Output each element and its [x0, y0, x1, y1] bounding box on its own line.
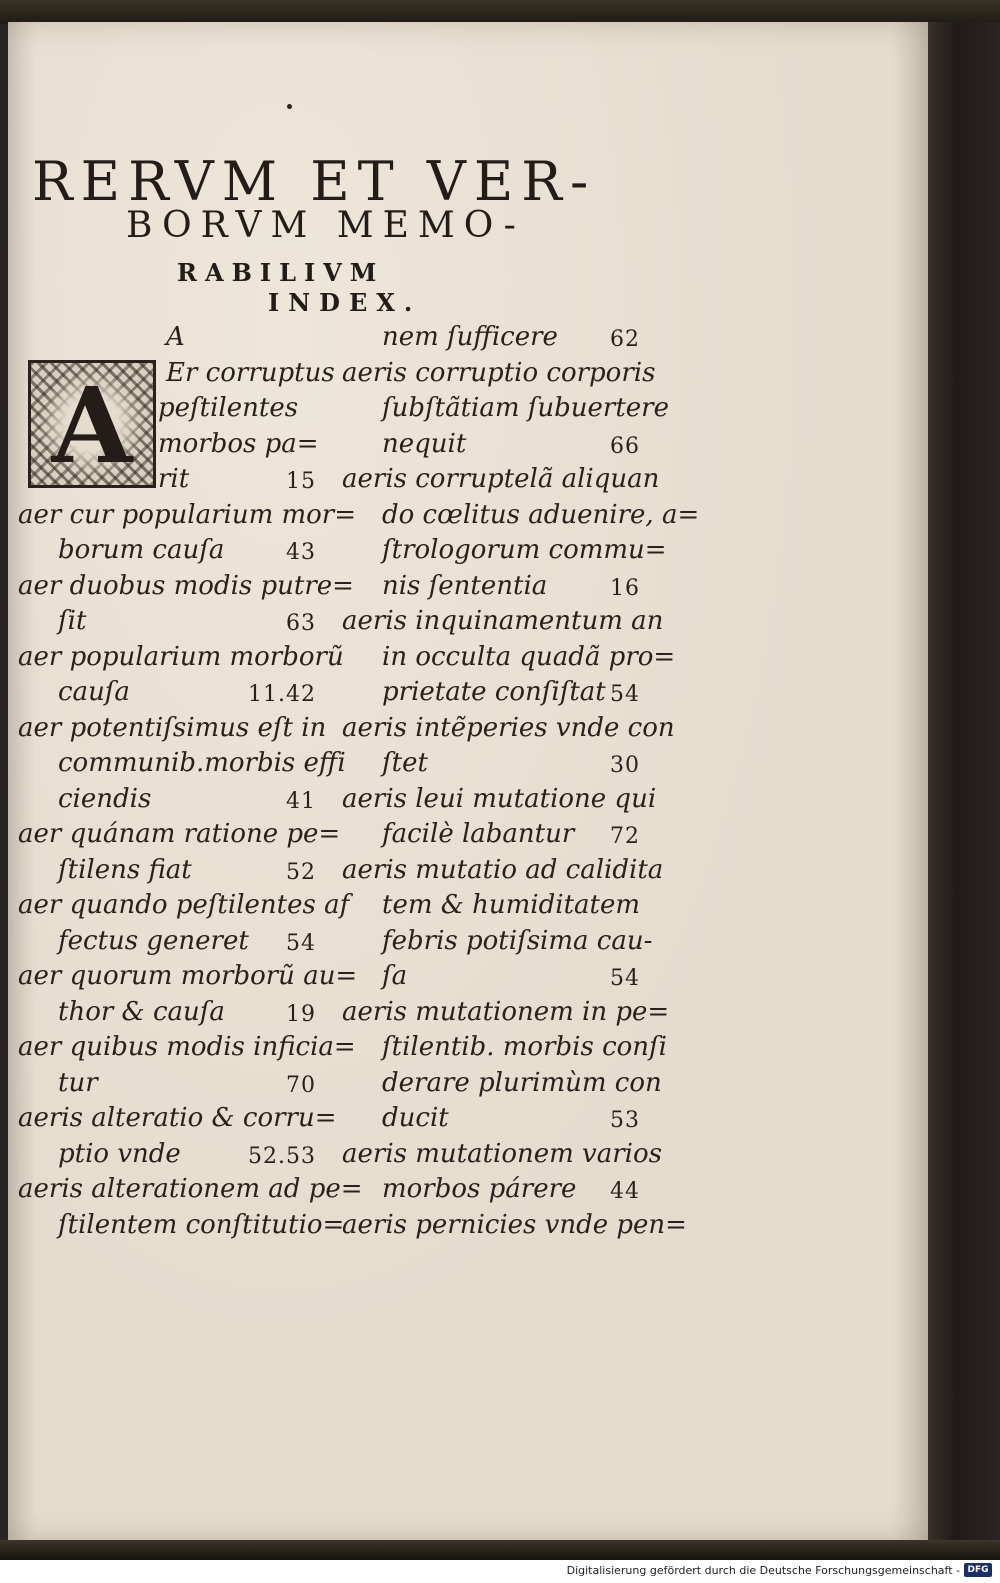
page-number: 15 — [286, 469, 316, 494]
index-entry-line — [18, 782, 338, 818]
page-number: 16 — [610, 575, 640, 601]
entry-text: aer quando peſtilentes af — [18, 890, 350, 920]
index-entry-line — [18, 924, 338, 960]
entry-text: aer quorum morborũ au= — [18, 961, 358, 991]
index-entry-line — [18, 391, 338, 427]
index-entry-line — [18, 1066, 338, 1102]
index-entry-line — [18, 959, 358, 995]
index-entry-line — [342, 1137, 662, 1173]
index-entry-line — [18, 1172, 363, 1208]
entry-text: aeris pernicies vnde pen= — [342, 1209, 687, 1240]
page-number: 52.53 — [248, 1143, 316, 1169]
entry-text: do cœlitus aduenire, a= — [382, 499, 700, 530]
page-number: 70 — [286, 1072, 316, 1098]
index-entry-line — [342, 1172, 662, 1208]
index-entry-line — [18, 1101, 338, 1137]
entry-text: ducit — [382, 1103, 449, 1133]
page-number: 54 — [286, 930, 316, 956]
index-entry-line — [18, 569, 354, 605]
page-number: 19 — [286, 1001, 316, 1027]
index-entry-line — [342, 356, 662, 392]
index-entry-line — [342, 462, 662, 498]
index-entry-line — [18, 1208, 345, 1244]
entry-text: aeris mutatio ad calidita — [342, 854, 664, 885]
index-entry-line — [342, 1030, 667, 1066]
entry-text: tem & humiditatem — [382, 890, 641, 920]
dfg-logo: DFG — [964, 1563, 992, 1577]
index-entry-line — [18, 853, 338, 889]
index-entry-line — [342, 391, 669, 427]
index-entry-line — [342, 427, 662, 463]
entry-text: derare plurimùm con — [382, 1067, 662, 1098]
entry-text: aer quibus modis inficia= — [18, 1032, 356, 1062]
index-entry-line — [342, 888, 662, 924]
entry-text: aer cur popularium mor= — [18, 499, 357, 530]
index-entry-line — [342, 959, 662, 995]
page-number: 63 — [286, 611, 316, 636]
entry-text: ſtrologorum commu= — [382, 535, 667, 565]
index-entry-line — [342, 853, 662, 889]
scan-top-edge — [0, 0, 1000, 24]
initial-letter: A — [31, 363, 153, 485]
page-number: 54 — [610, 682, 640, 707]
scan-bottom-edge — [0, 1540, 1000, 1560]
index-title-line-4: INDEX. — [268, 288, 422, 317]
index-entry-line — [342, 320, 662, 356]
index-entry-line — [342, 640, 676, 676]
index-entry-line — [18, 817, 341, 853]
page-number: 44 — [610, 1179, 640, 1204]
index-entry-line — [18, 640, 344, 676]
index-entry-line — [342, 1101, 662, 1137]
page-number: 30 — [610, 753, 640, 778]
entry-text: ptio vnde — [58, 1138, 181, 1169]
index-entry-line — [342, 498, 700, 534]
entry-text: thor & cauſa — [58, 996, 225, 1027]
index-entry-line — [18, 498, 357, 534]
entry-text: aer duobus modis putre= — [18, 570, 354, 601]
page-number: 72 — [610, 824, 640, 849]
index-entry-line — [18, 320, 338, 356]
entry-text: aeris corruptio corporis — [342, 357, 656, 388]
page-number: 54 — [610, 966, 640, 991]
entry-text: ſtilentib. morbis conſi — [382, 1032, 667, 1062]
index-entry-line — [18, 675, 338, 711]
entry-text: aeris alterationem ad pe= — [18, 1174, 363, 1204]
page-number: 43 — [286, 540, 316, 565]
index-entry-line — [18, 1030, 356, 1066]
entry-text: ſa — [382, 961, 408, 991]
index-entry-line — [342, 746, 662, 782]
entry-text: A — [166, 322, 185, 352]
entry-text: fectus generet — [58, 925, 249, 956]
entry-text: ciendis — [58, 783, 152, 814]
entry-text: ſtilentem conſtitutio= — [58, 1209, 345, 1240]
entry-text: morbos párere — [382, 1174, 577, 1204]
index-entry-line — [342, 817, 662, 853]
index-entry-line — [342, 1066, 662, 1102]
page-number: 66 — [610, 433, 640, 459]
index-entry-line — [18, 356, 338, 392]
index-entry-line — [342, 924, 662, 960]
index-title-line-1: RERVM ET VER- — [32, 150, 597, 213]
page-number: 41 — [286, 788, 316, 814]
entry-text: aeris intẽperies vnde con — [342, 712, 675, 743]
entry-text: nequit — [382, 428, 467, 459]
entry-text: rit — [158, 464, 190, 494]
index-entry-line — [342, 782, 662, 818]
index-entry-line — [342, 711, 675, 747]
entry-text: in occulta quadã pro= — [382, 641, 676, 672]
entry-text: febris potiſsima cau- — [382, 925, 653, 956]
index-entry-line — [342, 675, 662, 711]
entry-text: prietate conſiſtat — [382, 677, 606, 707]
entry-text: borum cauſa — [58, 535, 225, 565]
index-entry-line — [18, 995, 338, 1031]
index-title-line-3: RABILIVM — [177, 258, 385, 287]
entry-text: aeris mutationem in pe= — [342, 996, 670, 1027]
index-entry-line — [342, 533, 667, 569]
entry-text: peſtilentes — [158, 393, 299, 423]
index-entry-line — [18, 427, 338, 463]
entry-text: Er corruptus — [166, 357, 335, 388]
index-entry-line — [342, 1208, 687, 1244]
index-entry-line — [342, 604, 662, 640]
scan-right-edge — [928, 22, 1000, 1540]
index-entry-line — [342, 569, 662, 605]
entry-text: morbos pa= — [158, 428, 319, 459]
ornament-dot — [287, 104, 292, 109]
page-number: 62 — [610, 327, 640, 352]
entry-text: ſtet — [382, 748, 428, 778]
entry-text: aeris leui mutatione qui — [342, 783, 657, 814]
entry-text: tur — [58, 1067, 98, 1098]
page-number: 11.42 — [248, 682, 316, 707]
entry-text: facilè labantur — [382, 819, 575, 849]
entry-text: aeris inquinamentum an — [342, 606, 664, 636]
entry-text: ſubſtãtiam ſubuertere — [382, 393, 669, 423]
entry-text: cauſa — [58, 677, 130, 707]
entry-text: ſtilens fiat — [58, 854, 192, 885]
index-entry-line — [18, 1137, 338, 1173]
index-entry-line — [18, 746, 346, 782]
entry-text: aer quánam ratione pe= — [18, 819, 341, 849]
index-column-right — [342, 320, 700, 1243]
entry-text: aeris alteratio & corru= — [18, 1103, 337, 1133]
entry-text: nem ſufficere — [382, 322, 558, 352]
index-entry-line — [18, 462, 338, 498]
page-number: 53 — [610, 1108, 640, 1133]
index-entry-line — [18, 711, 338, 747]
index-title-line-2: BORVM MEMO- — [126, 205, 525, 246]
entry-text: aeris mutationem varios — [342, 1138, 662, 1169]
index-column-left — [18, 320, 363, 1243]
index-entry-line — [18, 533, 338, 569]
page-number: 52 — [286, 859, 316, 885]
entry-text: aer potentiſsimus eſt in — [18, 712, 327, 743]
index-entry-line — [342, 995, 670, 1031]
index-entry-line — [18, 604, 338, 640]
index-entry-line — [18, 888, 350, 924]
entry-text: aeris corruptelã aliquan — [342, 464, 660, 494]
dfg-credit: Digitalisierung gefördert durch die Deutsche Forschungsgemeinschaft - — [566, 1564, 960, 1577]
entry-text: nis ſententia — [382, 570, 548, 601]
entry-text: ſit — [58, 606, 87, 636]
entry-text: aer popularium morborũ — [18, 641, 344, 672]
entry-text: communib.morbis effi — [58, 748, 346, 778]
